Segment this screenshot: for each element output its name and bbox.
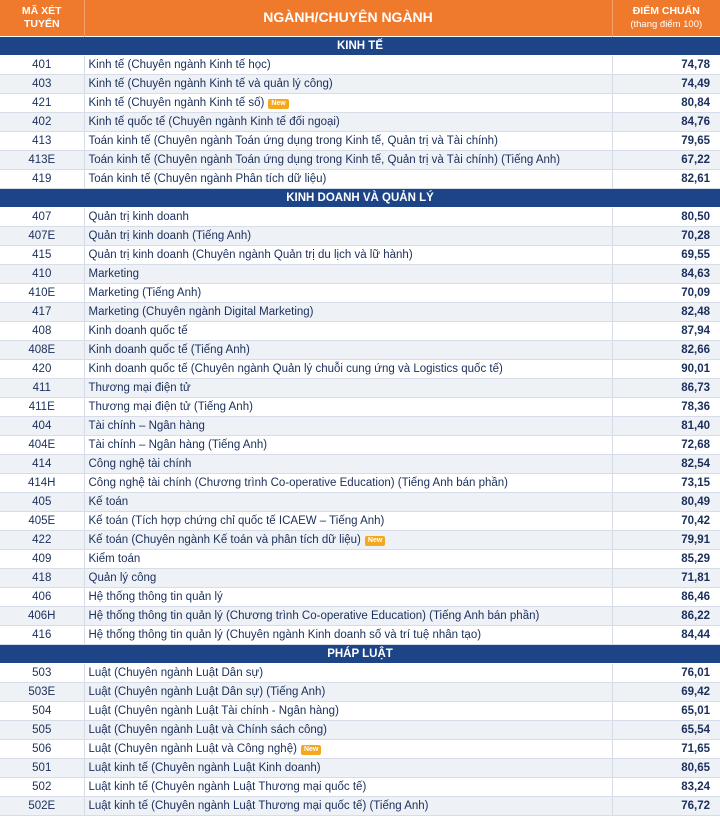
row-code: 422	[0, 531, 84, 550]
row-major: Toán kinh tế (Chuyên ngành Phân tích dữ liệu)	[88, 173, 327, 185]
row-major-cell	[84, 113, 612, 132]
header-score	[612, 0, 720, 37]
row-score: 73,15	[612, 474, 720, 493]
row-score: 86,46	[612, 588, 720, 607]
section-title: KINH TẾ	[0, 37, 720, 56]
row-major: Kinh tế quốc tế (Chuyên ngành Kinh tế đối ngoại)	[88, 116, 340, 128]
row-score: 74,49	[612, 75, 720, 94]
row-score: 90,01	[612, 360, 720, 379]
row-major: Thương mại điện tử (Tiếng Anh)	[88, 401, 253, 413]
table-row	[0, 664, 720, 683]
row-major-cell	[84, 151, 612, 170]
table-row	[0, 341, 720, 360]
row-code: 405	[0, 493, 84, 512]
table-row	[0, 797, 720, 816]
row-code: 402	[0, 113, 84, 132]
row-major-cell	[84, 436, 612, 455]
row-score: 87,94	[612, 322, 720, 341]
table-row	[0, 360, 720, 379]
row-major: Quản trị kinh doanh (Tiếng Anh)	[88, 230, 252, 242]
header-code-line2: TUYỂN	[23, 18, 60, 30]
row-score: 69,42	[612, 683, 720, 702]
table-row	[0, 759, 720, 778]
row-major-cell	[84, 265, 612, 284]
row-major-cell	[84, 75, 612, 94]
table-row	[0, 303, 720, 322]
row-major: Luật kinh tế (Chuyên ngành Luật Kinh doanh)	[88, 762, 321, 774]
row-code: 418	[0, 569, 84, 588]
row-major: Luật (Chuyên ngành Luật Dân sự) (Tiếng Anh)	[88, 686, 326, 698]
table-row	[0, 569, 720, 588]
row-code: 415	[0, 246, 84, 265]
table-row	[0, 379, 720, 398]
row-score: 70,09	[612, 284, 720, 303]
table-row	[0, 151, 720, 170]
row-code: 419	[0, 170, 84, 189]
row-major: Marketing (Tiếng Anh)	[88, 287, 202, 299]
row-major-cell	[84, 683, 612, 702]
row-major-cell	[84, 455, 612, 474]
row-code: 417	[0, 303, 84, 322]
row-code: 413E	[0, 151, 84, 170]
row-major: Kinh doanh quốc tế (Tiếng Anh)	[88, 344, 250, 356]
row-code: 506	[0, 740, 84, 759]
section-header-row	[0, 645, 720, 664]
table-row	[0, 740, 720, 759]
row-major-cell	[84, 284, 612, 303]
new-badge: New	[268, 99, 288, 109]
row-major: Quản lý công	[88, 572, 157, 584]
row-major: Kinh tế (Chuyên ngành Kinh tế học)	[88, 59, 271, 71]
row-score: 80,84	[612, 94, 720, 113]
new-badge: New	[365, 536, 385, 546]
row-code: 416	[0, 626, 84, 645]
table-row	[0, 398, 720, 417]
row-major: Kế toán	[88, 496, 129, 508]
row-major-cell	[84, 664, 612, 683]
table-row	[0, 474, 720, 493]
row-major-cell	[84, 512, 612, 531]
row-score: 85,29	[612, 550, 720, 569]
row-major-cell	[84, 379, 612, 398]
row-score: 84,63	[612, 265, 720, 284]
table-row	[0, 455, 720, 474]
header-major	[84, 0, 612, 37]
row-major-cell	[84, 398, 612, 417]
row-major-cell	[84, 56, 612, 75]
row-score: 86,73	[612, 379, 720, 398]
row-major: Quản trị kinh doanh	[88, 211, 189, 223]
section-title: KINH DOANH VÀ QUẢN LÝ	[0, 189, 720, 208]
table-row	[0, 322, 720, 341]
table-row	[0, 607, 720, 626]
header-score-line1: ĐIỂM CHUẨN	[632, 5, 700, 17]
table-row	[0, 626, 720, 645]
row-code: 403	[0, 75, 84, 94]
row-score: 80,50	[612, 208, 720, 227]
row-score: 76,01	[612, 664, 720, 683]
row-code: 408E	[0, 341, 84, 360]
row-major-cell	[84, 227, 612, 246]
row-major: Hệ thống thông tin quản lý (Chương trình Co-operative Education) (Tiếng Anh bán phần)	[88, 610, 540, 622]
row-code: 410	[0, 265, 84, 284]
row-major-cell	[84, 569, 612, 588]
row-code: 502E	[0, 797, 84, 816]
row-major: Kế toán (Tích hợp chứng chỉ quốc tế ICAEW – Tiếng Anh)	[88, 515, 385, 527]
row-major: Luật kinh tế (Chuyên ngành Luật Thương mại quốc tế) (Tiếng Anh)	[88, 800, 429, 812]
row-code: 414H	[0, 474, 84, 493]
row-major-cell	[84, 759, 612, 778]
row-code: 501	[0, 759, 84, 778]
table-body	[0, 37, 720, 816]
row-score: 69,55	[612, 246, 720, 265]
header-code-line1: MÃ XÉT	[21, 5, 62, 17]
row-score: 71,81	[612, 569, 720, 588]
row-major-cell	[84, 208, 612, 227]
table-row	[0, 284, 720, 303]
table-row	[0, 683, 720, 702]
section-header-row	[0, 189, 720, 208]
row-code: 401	[0, 56, 84, 75]
row-major-cell	[84, 550, 612, 569]
row-major-cell	[84, 341, 612, 360]
row-major: Công nghệ tài chính (Chương trình Co-operative Education) (Tiếng Anh bán phần)	[88, 477, 508, 489]
row-major-cell	[84, 246, 612, 265]
row-code: 413	[0, 132, 84, 151]
row-major: Kế toán (Chuyên ngành Kế toán và phân tích dữ liệu)	[88, 534, 361, 546]
table-row	[0, 493, 720, 512]
table-row	[0, 94, 720, 113]
row-score: 82,48	[612, 303, 720, 322]
row-code: 503	[0, 664, 84, 683]
header-major-label: NGÀNH/CHUYÊN NGÀNH	[263, 9, 433, 25]
row-major-cell	[84, 417, 612, 436]
row-score: 79,65	[612, 132, 720, 151]
section-header-row	[0, 37, 720, 56]
table-row	[0, 531, 720, 550]
row-major: Toán kinh tế (Chuyên ngành Toán ứng dụng trong Kinh tế, Quản trị và Tài chính) (Tiếng Anh)	[88, 154, 561, 166]
row-major-cell	[84, 322, 612, 341]
row-major: Quản trị kinh doanh (Chuyên ngành Quản trị du lịch và lữ hành)	[88, 249, 413, 261]
row-score: 82,61	[612, 170, 720, 189]
row-code: 409	[0, 550, 84, 569]
row-score: 84,76	[612, 113, 720, 132]
table-row	[0, 778, 720, 797]
row-major: Luật (Chuyên ngành Luật và Chính sách công)	[88, 724, 327, 736]
row-code: 406H	[0, 607, 84, 626]
row-score: 80,65	[612, 759, 720, 778]
row-major-cell	[84, 740, 612, 759]
table-row	[0, 721, 720, 740]
row-code: 411	[0, 379, 84, 398]
header-code	[0, 0, 84, 37]
row-score: 86,22	[612, 607, 720, 626]
row-major-cell	[84, 626, 612, 645]
row-score: 65,01	[612, 702, 720, 721]
row-code: 406	[0, 588, 84, 607]
row-major-cell	[84, 303, 612, 322]
table-row	[0, 265, 720, 284]
new-badge: New	[301, 745, 321, 755]
row-score: 81,40	[612, 417, 720, 436]
row-major-cell	[84, 588, 612, 607]
row-code: 504	[0, 702, 84, 721]
row-major: Kinh tế (Chuyên ngành Kinh tế và quản lý công)	[88, 78, 333, 90]
row-major: Tài chính – Ngân hàng (Tiếng Anh)	[88, 439, 268, 451]
table-row	[0, 436, 720, 455]
row-score: 67,22	[612, 151, 720, 170]
row-major: Kinh tế (Chuyên ngành Kinh tế số)	[88, 97, 265, 109]
table-row	[0, 246, 720, 265]
row-major: Kinh doanh quốc tế	[88, 325, 188, 337]
row-score: 84,44	[612, 626, 720, 645]
row-code: 407	[0, 208, 84, 227]
row-major-cell	[84, 94, 612, 113]
row-code: 410E	[0, 284, 84, 303]
row-major-cell	[84, 493, 612, 512]
row-score: 82,54	[612, 455, 720, 474]
table-row	[0, 75, 720, 94]
row-major: Tài chính – Ngân hàng	[88, 420, 205, 432]
row-score: 78,36	[612, 398, 720, 417]
row-major-cell	[84, 360, 612, 379]
row-code: 408	[0, 322, 84, 341]
row-major-cell	[84, 778, 612, 797]
row-major-cell	[84, 797, 612, 816]
row-score: 70,42	[612, 512, 720, 531]
row-major: Thương mại điện tử	[88, 382, 191, 394]
row-major: Luật (Chuyên ngành Luật Tài chính - Ngân hàng)	[88, 705, 339, 717]
row-major: Marketing	[88, 268, 139, 280]
row-major-cell	[84, 132, 612, 151]
row-major: Công nghệ tài chính	[88, 458, 192, 470]
row-score: 83,24	[612, 778, 720, 797]
table-row	[0, 170, 720, 189]
table-row	[0, 702, 720, 721]
row-major: Toán kinh tế (Chuyên ngành Toán ứng dụng trong Kinh tế, Quản trị và Tài chính)	[88, 135, 498, 147]
row-major: Luật (Chuyên ngành Luật và Công nghệ)	[88, 743, 297, 755]
table-row	[0, 132, 720, 151]
row-major: Hệ thống thông tin quản lý	[88, 591, 223, 603]
row-major-cell	[84, 170, 612, 189]
row-score: 74,78	[612, 56, 720, 75]
row-major: Hệ thống thông tin quản lý (Chuyên ngành Kinh doanh số và trí tuệ nhân tạo)	[88, 629, 482, 641]
table-row	[0, 550, 720, 569]
row-code: 421	[0, 94, 84, 113]
table-row	[0, 56, 720, 75]
table-row	[0, 227, 720, 246]
table-row	[0, 512, 720, 531]
row-code: 404E	[0, 436, 84, 455]
row-code: 502	[0, 778, 84, 797]
row-major-cell	[84, 702, 612, 721]
table-row	[0, 113, 720, 132]
row-major-cell	[84, 531, 612, 550]
row-code: 505	[0, 721, 84, 740]
row-score: 65,54	[612, 721, 720, 740]
row-major: Kiểm toán	[88, 553, 141, 565]
row-score: 70,28	[612, 227, 720, 246]
table-row	[0, 208, 720, 227]
row-major: Kinh doanh quốc tế (Chuyên ngành Quản lý chuỗi cung ứng và Logistics quốc tế)	[88, 363, 503, 375]
row-code: 407E	[0, 227, 84, 246]
section-title: PHÁP LUẬT	[0, 645, 720, 664]
row-code: 420	[0, 360, 84, 379]
row-score: 79,91	[612, 531, 720, 550]
table-header-row	[0, 0, 720, 37]
row-code: 411E	[0, 398, 84, 417]
header-score-line2: (thang điểm 100)	[630, 19, 703, 30]
table-row	[0, 588, 720, 607]
row-major-cell	[84, 607, 612, 626]
row-code: 404	[0, 417, 84, 436]
row-score: 76,72	[612, 797, 720, 816]
row-major: Marketing (Chuyên ngành Digital Marketing)	[88, 306, 314, 318]
row-major-cell	[84, 474, 612, 493]
row-major: Luật (Chuyên ngành Luật Dân sự)	[88, 667, 264, 679]
table-row	[0, 417, 720, 436]
row-major: Luật kinh tế (Chuyên ngành Luật Thương mại quốc tế)	[88, 781, 367, 793]
row-score: 80,49	[612, 493, 720, 512]
row-score: 82,66	[612, 341, 720, 360]
row-score: 72,68	[612, 436, 720, 455]
row-code: 503E	[0, 683, 84, 702]
row-code: 405E	[0, 512, 84, 531]
row-score: 71,65	[612, 740, 720, 759]
row-code: 414	[0, 455, 84, 474]
row-major-cell	[84, 721, 612, 740]
